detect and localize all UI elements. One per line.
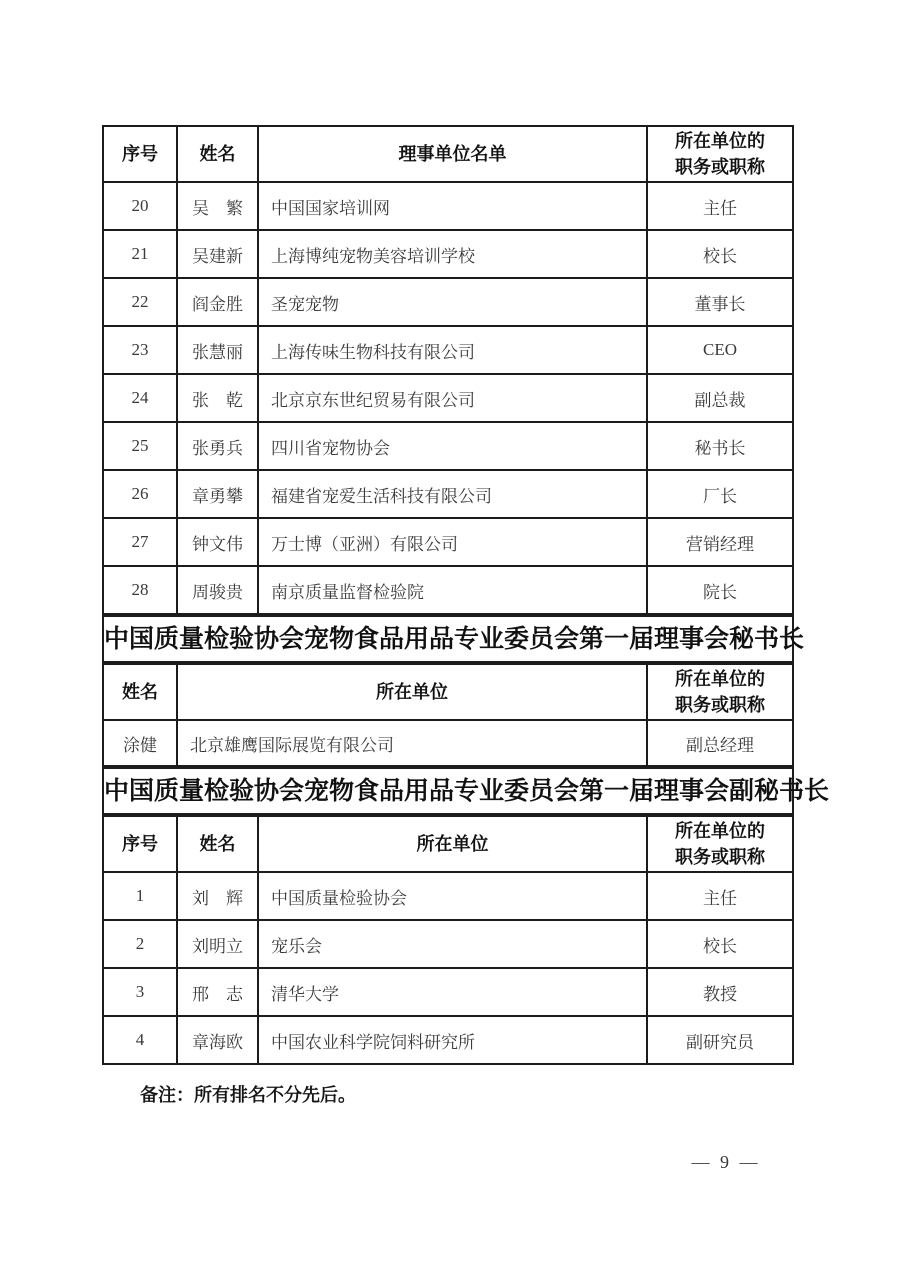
table-row bbox=[103, 920, 793, 968]
cell-name: 涂健 bbox=[103, 720, 177, 766]
cell-title: 主任 bbox=[647, 182, 793, 230]
cell-unit: 万士博（亚洲）有限公司 bbox=[258, 518, 647, 566]
cell-no: 3 bbox=[103, 968, 177, 1016]
cell-title: 副总裁 bbox=[647, 374, 793, 422]
col-header-title-line2: 职务或职称 bbox=[675, 157, 765, 177]
cell-name: 刘明立 bbox=[177, 920, 258, 968]
cell-no: 26 bbox=[103, 470, 177, 518]
cell-title: 校长 bbox=[647, 230, 793, 278]
table-row bbox=[103, 422, 793, 470]
directors-table bbox=[102, 125, 794, 615]
table-header-row bbox=[103, 664, 793, 720]
cell-unit: 中国质量检验协会 bbox=[258, 872, 647, 920]
table-row bbox=[103, 720, 793, 766]
table-row bbox=[103, 566, 793, 614]
section-heading-deputy-secretary-general: 中国质量检验协会宠物食品用品专业委员会第一届理事会副秘书长 bbox=[102, 767, 794, 815]
table-header-row bbox=[103, 816, 793, 872]
cell-name: 章勇攀 bbox=[177, 470, 258, 518]
cell-unit: 清华大学 bbox=[258, 968, 647, 1016]
cell-name: 吴 繁 bbox=[177, 182, 258, 230]
document-content bbox=[102, 125, 830, 1107]
col-header-unit: 理事单位名单 bbox=[258, 126, 647, 182]
remark-note: 备注：所有排名不分先后。 bbox=[140, 1085, 356, 1105]
cell-unit: 北京雄鹰国际展览有限公司 bbox=[177, 720, 647, 766]
table-row bbox=[103, 968, 793, 1016]
cell-unit: 北京京东世纪贸易有限公司 bbox=[258, 374, 647, 422]
cell-name: 阎金胜 bbox=[177, 278, 258, 326]
col-header-title-line2: 职务或职称 bbox=[675, 847, 765, 867]
cell-unit: 上海博纯宠物美容培训学校 bbox=[258, 230, 647, 278]
col-header-title bbox=[647, 816, 793, 872]
table-row bbox=[103, 326, 793, 374]
cell-no: 24 bbox=[103, 374, 177, 422]
col-header-name: 姓名 bbox=[177, 126, 258, 182]
cell-no: 23 bbox=[103, 326, 177, 374]
cell-title: 教授 bbox=[647, 968, 793, 1016]
cell-unit: 福建省宠爱生活科技有限公司 bbox=[258, 470, 647, 518]
col-header-title bbox=[647, 664, 793, 720]
cell-name: 章海欧 bbox=[177, 1016, 258, 1064]
cell-name: 吴建新 bbox=[177, 230, 258, 278]
cell-title: CEO bbox=[647, 326, 793, 374]
table-row bbox=[103, 1016, 793, 1064]
cell-no: 1 bbox=[103, 872, 177, 920]
table-row bbox=[103, 182, 793, 230]
table-row bbox=[103, 872, 793, 920]
cell-name: 张 乾 bbox=[177, 374, 258, 422]
cell-title: 校长 bbox=[647, 920, 793, 968]
cell-title: 营销经理 bbox=[647, 518, 793, 566]
deputy-secretary-general-table bbox=[102, 815, 794, 1065]
cell-title: 副总经理 bbox=[647, 720, 793, 766]
cell-unit: 圣宠宠物 bbox=[258, 278, 647, 326]
cell-name: 邢 志 bbox=[177, 968, 258, 1016]
table-row bbox=[103, 470, 793, 518]
cell-title: 副研究员 bbox=[647, 1016, 793, 1064]
col-header-title-line1: 所在单位的 bbox=[675, 820, 765, 841]
secretary-general-table bbox=[102, 663, 794, 767]
cell-no: 20 bbox=[103, 182, 177, 230]
cell-title: 院长 bbox=[647, 566, 793, 614]
cell-name: 钟文伟 bbox=[177, 518, 258, 566]
table-row bbox=[103, 278, 793, 326]
cell-no: 2 bbox=[103, 920, 177, 968]
table-row bbox=[103, 230, 793, 278]
cell-title: 董事长 bbox=[647, 278, 793, 326]
cell-no: 4 bbox=[103, 1016, 177, 1064]
table-header-row bbox=[103, 126, 793, 182]
cell-no: 25 bbox=[103, 422, 177, 470]
cell-name: 刘 辉 bbox=[177, 872, 258, 920]
cell-no: 22 bbox=[103, 278, 177, 326]
section-heading-secretary-general: 中国质量检验协会宠物食品用品专业委员会第一届理事会秘书长 bbox=[102, 615, 794, 663]
col-header-no: 序号 bbox=[103, 126, 177, 182]
table-row bbox=[103, 518, 793, 566]
col-header-name: 姓名 bbox=[103, 664, 177, 720]
cell-name: 周骏贵 bbox=[177, 566, 258, 614]
cell-unit: 南京质量监督检验院 bbox=[258, 566, 647, 614]
col-header-title-line2: 职务或职称 bbox=[675, 695, 765, 715]
cell-no: 28 bbox=[103, 566, 177, 614]
cell-title: 厂长 bbox=[647, 470, 793, 518]
page-number: — 9 — bbox=[691, 1152, 761, 1172]
cell-unit: 宠乐会 bbox=[258, 920, 647, 968]
col-header-unit: 所在单位 bbox=[258, 816, 647, 872]
col-header-title-line1: 所在单位的 bbox=[675, 130, 765, 151]
col-header-name: 姓名 bbox=[177, 816, 258, 872]
cell-unit: 四川省宠物协会 bbox=[258, 422, 647, 470]
cell-name: 张勇兵 bbox=[177, 422, 258, 470]
cell-title: 主任 bbox=[647, 872, 793, 920]
col-header-unit: 所在单位 bbox=[177, 664, 647, 720]
col-header-title-line1: 所在单位的 bbox=[675, 668, 765, 689]
cell-unit: 中国国家培训网 bbox=[258, 182, 647, 230]
cell-unit: 中国农业科学院饲料研究所 bbox=[258, 1016, 647, 1064]
cell-unit: 上海传味生物科技有限公司 bbox=[258, 326, 647, 374]
cell-name: 张慧丽 bbox=[177, 326, 258, 374]
cell-title: 秘书长 bbox=[647, 422, 793, 470]
col-header-title bbox=[647, 126, 793, 182]
table-row bbox=[103, 374, 793, 422]
col-header-no: 序号 bbox=[103, 816, 177, 872]
cell-no: 21 bbox=[103, 230, 177, 278]
cell-no: 27 bbox=[103, 518, 177, 566]
